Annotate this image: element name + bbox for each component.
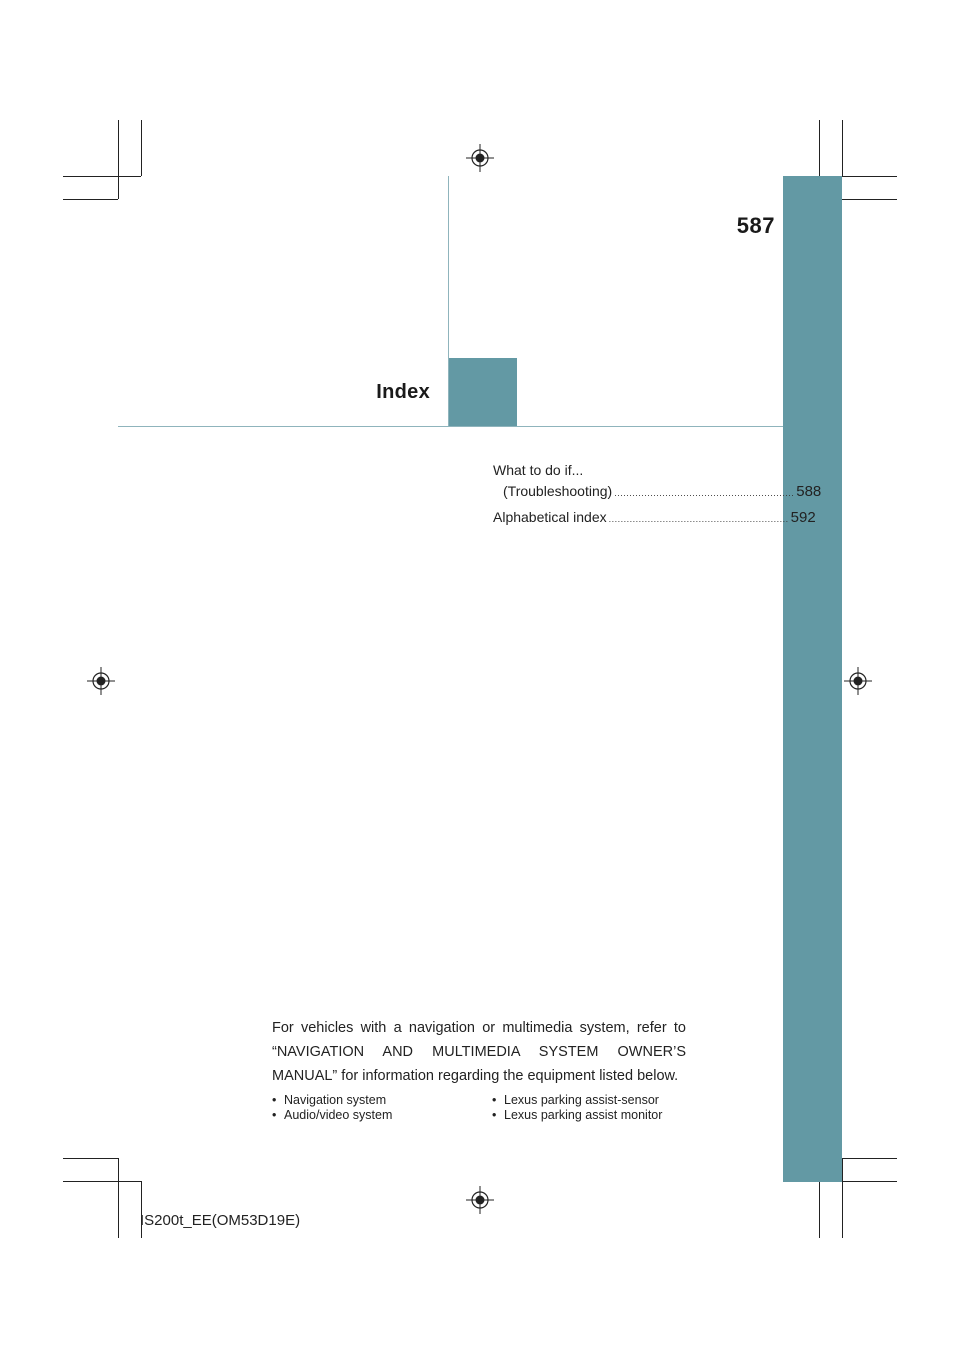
registration-mark-icon (844, 667, 872, 695)
list-item (272, 1093, 392, 1108)
crop-mark (842, 199, 897, 200)
bullet-text: Lexus parking assist-sensor (504, 1093, 659, 1107)
crop-mark (141, 120, 142, 176)
toc-entry-troubleshooting[interactable] (493, 460, 739, 480)
crop-mark (118, 1158, 119, 1238)
section-title: Index (376, 381, 430, 403)
crop-mark (141, 1181, 142, 1238)
toc-label: (Troubleshooting) (503, 483, 613, 499)
crop-mark (819, 1181, 820, 1238)
registration-mark-icon (466, 144, 494, 172)
bullet-icon: • (272, 1093, 277, 1107)
toc-leader: ............................................................ (608, 514, 789, 524)
registration-mark-icon (466, 1186, 494, 1214)
page-number: 587 (736, 213, 775, 238)
toc-entry-troubleshooting-line2[interactable] (493, 481, 822, 503)
toc-entry-alphabetical-index[interactable] (493, 507, 816, 529)
list-item (272, 1108, 392, 1123)
section-rule (118, 426, 783, 427)
crop-mark (63, 199, 118, 200)
navigation-manual-note: For vehicles with a navigation or multimedia system, refer to “NAVIGATION AND MULTIMEDIA SYSTEM OWNER’S MANUAL” for information regarding the equipment listed below. (272, 1020, 686, 1084)
crop-mark (842, 1158, 843, 1238)
side-tab (783, 176, 842, 1182)
toc-page-number: 588 (796, 483, 822, 500)
crop-mark (63, 176, 141, 177)
bullet-text: Lexus parking assist monitor (504, 1108, 663, 1122)
bullet-text: Audio/video system (284, 1108, 393, 1122)
toc-leader: ............................................................ (614, 488, 795, 498)
section-marker-box (449, 358, 517, 426)
toc-label: Alphabetical index (493, 509, 607, 525)
registration-mark-icon (87, 667, 115, 695)
document-code: IS200t_EE(OM53D19E) (140, 1212, 301, 1229)
crop-mark (118, 120, 119, 199)
crop-mark (63, 1181, 141, 1182)
bullet-icon: • (492, 1108, 497, 1122)
toc-label: What to do if... (493, 462, 584, 478)
crop-mark (842, 1158, 897, 1159)
bullet-list-left (272, 1093, 392, 1123)
list-item (492, 1093, 662, 1108)
list-item (492, 1108, 662, 1123)
bullet-list-right (492, 1093, 662, 1123)
toc-page-number: 592 (790, 509, 816, 526)
crop-mark (63, 1158, 118, 1159)
bullet-text: Navigation system (284, 1093, 387, 1107)
bullet-icon: • (492, 1093, 497, 1107)
bullet-icon: • (272, 1108, 277, 1122)
crop-mark (842, 120, 843, 176)
